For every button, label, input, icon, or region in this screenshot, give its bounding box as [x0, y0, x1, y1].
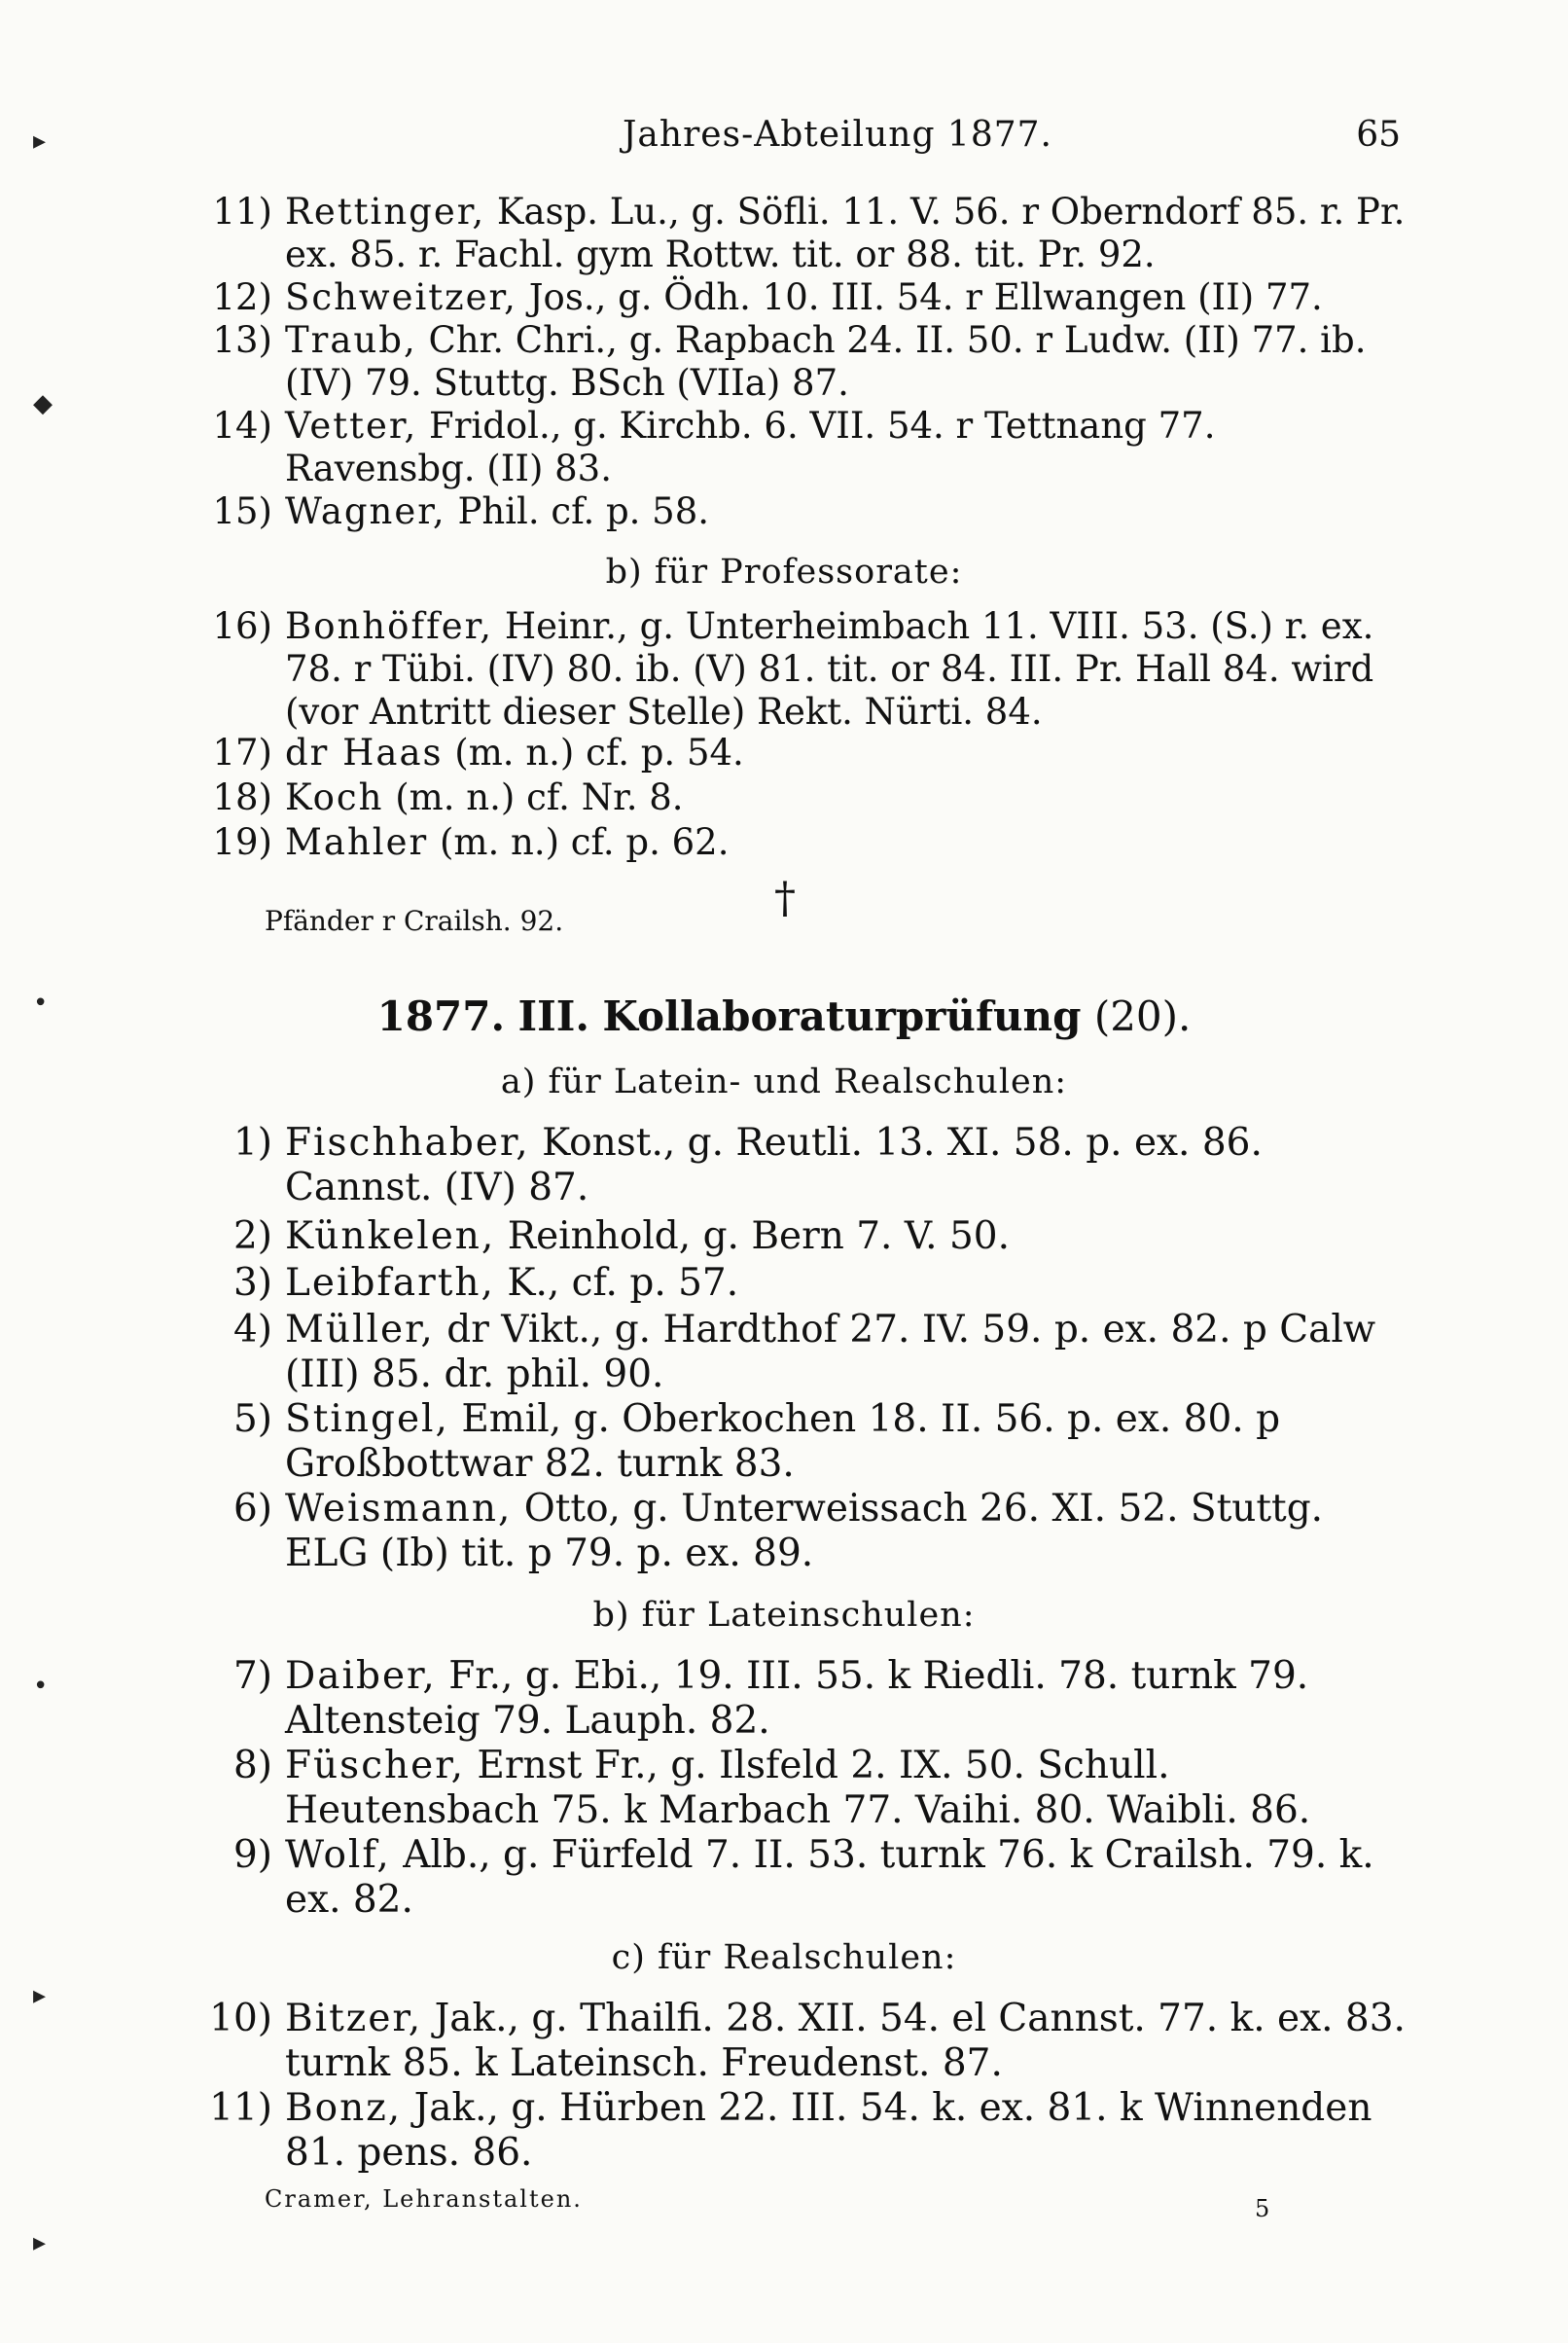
list-item: 4) Müller, dr Vikt., g. Hardthof 27. IV. 59. p. ex. 82. p Calw (III) 85. dr. phil. 90.: [232, 1308, 1376, 1396]
margin-mark: ▸: [33, 1981, 47, 2010]
list-item: 9) Wolf, Alb., g. Fürfeld 7. II. 53. turnk 76. k Crailsh. 79. k. ex. 82.: [232, 1833, 1374, 1922]
footnote: Pfänder r Crailsh. 92.: [265, 905, 564, 937]
dagger-mark: †: [774, 874, 796, 923]
sheet-number: 5: [1255, 2195, 1272, 2222]
list-item: 6) Weismann, Otto, g. Unterweissach 26. XI. 52. Stuttg. ELG (Ib) tit. p 79. p. ex. 89.: [232, 1487, 1324, 1575]
list-item: 18) Koch (m. n.) cf. Nr. 8.: [212, 776, 684, 818]
list-item: 14) Vetter, Fridol., g. Kirchb. 6. VII. 54. r Tettnang 77. Ravensbg. (II) 83.: [212, 405, 1216, 489]
subsection-heading: b) für Lateinschulen:: [592, 1596, 976, 1635]
signature-line: Cramer, Lehranstalten.: [265, 2185, 583, 2213]
list-item: 11) Rettinger, Kasp. Lu., g. Söfli. 11. V. 56. r Oberndorf 85. r. Pr. ex. 85. r. Fachl. gym Rottw. tit. or 88. tit. Pr. 92.: [212, 191, 1406, 275]
list-item: 5) Stingel, Emil, g. Oberkochen 18. II. 56. p. ex. 80. p Großbottwar 82. turnk 83.: [232, 1397, 1281, 1486]
margin-mark: ▸: [33, 2228, 47, 2257]
page-number: 65: [1356, 115, 1401, 155]
running-title: Jahres-Abteilung 1877.: [623, 115, 1052, 155]
section-heading: 1877. III. Kollaboraturprüfung (20).: [376, 992, 1192, 1040]
list-item: 15) Wagner, Phil. cf. p. 58.: [212, 490, 710, 532]
subsection-heading: c) für Realschulen:: [611, 1938, 957, 1977]
list-item: 11) Bonz, Jak., g. Hürben 22. III. 54. k. ex. 81. k Winnenden 81. pens. 86.: [209, 2086, 1372, 2175]
list-item: 1) Fischhaber, Konst., g. Reutli. 13. XI. 58. p. ex. 86. Cannst. (IV) 87.: [232, 1121, 1263, 1209]
list-item: 2) Künkelen, Reinhold, g. Bern 7. V. 50.: [232, 1214, 1010, 1258]
subsection-heading: b) für Professorate:: [605, 553, 963, 592]
margin-mark: •: [33, 989, 49, 1018]
subsection-heading: a) für Latein- und Realschulen:: [500, 1063, 1068, 1101]
margin-mark: ▸: [33, 126, 47, 156]
list-item: 19) Mahler (m. n.) cf. p. 62.: [212, 821, 730, 863]
list-item: 12) Schweitzer, Jos., g. Ödh. 10. III. 54. r Ellwangen (II) 77.: [212, 276, 1323, 318]
list-item: 3) Leibfarth, K., cf. p. 57.: [232, 1261, 739, 1305]
margin-mark: ◆: [33, 389, 53, 418]
page-header: [243, 115, 1401, 173]
list-item: 13) Traub, Chr. Chri., g. Rapbach 24. II. 50. r Ludw. (II) 77. ib. (IV) 79. Stuttg. BSch (VIIa) 87.: [212, 319, 1367, 404]
list-item: 8) Füscher, Ernst Fr., g. Ilsfeld 2. IX. 50. Schull. Heutensbach 75. k Marbach 77. Vaihi. 80. Waibli. 86.: [232, 1744, 1311, 1832]
list-item: 17) dr Haas (m. n.) cf. p. 54.: [212, 732, 744, 774]
list-item: 16) Bonhöffer, Heinr., g. Unterheimbach 11. VIII. 53. (S.) r. ex. 78. r Tübi. (IV) 80. ib. (V) 81. tit. or 84. III. Pr. Hall 84. wird (vor Antritt dieser Stelle) Rekt. Nürti. 84.: [212, 605, 1374, 733]
list-item: 10) Bitzer, Jak., g. Thailfi. 28. XII. 54. el Cannst. 77. k. ex. 83. turnk 85. k Lateinsch. Freudenst. 87.: [209, 1997, 1406, 2085]
list-item: 7) Daiber, Fr., g. Ebi., 19. III. 55. k Riedli. 78. turnk 79. Altensteig 79. Lauph. 82.: [232, 1654, 1309, 1743]
margin-mark: •: [33, 1672, 49, 1701]
